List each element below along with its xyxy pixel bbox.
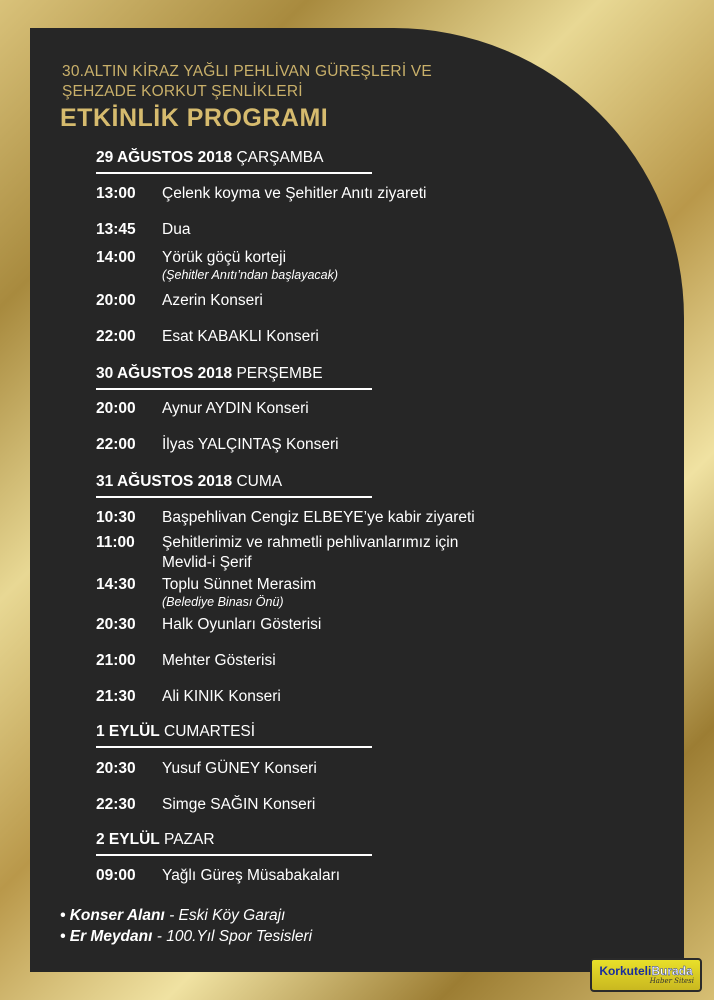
event-desc: Ali KINIK Konseri bbox=[162, 688, 281, 705]
event-time: 20:00 bbox=[96, 292, 136, 309]
subtitle-line-2: ŞEHZADE KORKUT ŞENLİKLERİ bbox=[62, 83, 303, 100]
event-time: 20:30 bbox=[96, 760, 136, 777]
page-title: ETKİNLİK PROGRAMI bbox=[60, 104, 329, 132]
event-time: 14:30 bbox=[96, 576, 136, 593]
event-desc: Yağlı Güreş Müsabakaları bbox=[162, 867, 341, 884]
logo-tagline: Haber Sitesi bbox=[649, 977, 694, 985]
event-desc: Toplu Sünnet Merasim bbox=[162, 576, 317, 593]
day-weekday: PAZAR bbox=[164, 831, 215, 848]
event-desc-group bbox=[162, 533, 642, 573]
day-header-5 bbox=[96, 830, 372, 856]
event-desc-line-2: Mevlid-i Şerif bbox=[162, 554, 252, 571]
day-date: 1 EYLÜL bbox=[96, 723, 160, 740]
event-time: 22:00 bbox=[96, 436, 136, 453]
event-desc: Mehter Gösterisi bbox=[162, 652, 276, 669]
event-time: 14:00 bbox=[96, 249, 136, 266]
event-time: 09:00 bbox=[96, 867, 136, 884]
event-desc: Azerin Konseri bbox=[162, 292, 263, 309]
event-time: 22:00 bbox=[96, 328, 136, 345]
day-weekday: CUMARTESİ bbox=[164, 723, 256, 740]
event-time: 10:30 bbox=[96, 509, 136, 526]
event-time: 20:00 bbox=[96, 400, 136, 417]
event-time: 13:00 bbox=[96, 185, 136, 202]
event-desc: Dua bbox=[162, 221, 191, 238]
day-date: 31 AĞUSTOS 2018 bbox=[96, 473, 233, 490]
event-desc: Şehitlerimiz ve rahmetli pehlivanlarımız için bbox=[162, 534, 459, 551]
event-desc: Başpehlivan Cengiz ELBEYE’ye kabir ziyareti bbox=[162, 509, 475, 526]
subtitle-line-1: 30.ALTIN KİRAZ YAĞLI PEHLİVAN GÜREŞLERİ VE bbox=[62, 63, 432, 80]
event-time: 13:45 bbox=[96, 221, 136, 238]
event-note: (Belediye Binası Önü) bbox=[162, 595, 284, 609]
day-date: 29 AĞUSTOS 2018 bbox=[96, 149, 233, 166]
event-time: 21:30 bbox=[96, 688, 136, 705]
day-date: 30 AĞUSTOS 2018 bbox=[96, 365, 233, 382]
day-header-2 bbox=[96, 364, 372, 390]
day-weekday: ÇARŞAMBA bbox=[236, 149, 324, 166]
event-desc-group bbox=[162, 248, 642, 282]
venue-label: • Er Meydanı bbox=[60, 928, 153, 945]
event-desc: İlyas YALÇINTAŞ Konseri bbox=[162, 436, 339, 453]
day-header-3 bbox=[96, 472, 372, 498]
event-subtitle bbox=[62, 62, 582, 102]
day-weekday: CUMA bbox=[236, 473, 283, 490]
venue-wrestling-field bbox=[60, 927, 312, 947]
event-desc: Yusuf GÜNEY Konseri bbox=[162, 760, 317, 777]
day-weekday: PERŞEMBE bbox=[236, 365, 323, 382]
logo-part-1: Korkuteli bbox=[599, 964, 652, 978]
event-time: 22:30 bbox=[96, 796, 136, 813]
event-time: 11:00 bbox=[96, 534, 135, 551]
logo-text bbox=[599, 965, 692, 977]
venue-label: • Konser Alanı bbox=[60, 907, 165, 924]
day-header-1 bbox=[96, 148, 372, 174]
event-desc: Halk Oyunları Gösterisi bbox=[162, 616, 322, 633]
event-desc: Aynur AYDIN Konseri bbox=[162, 400, 309, 417]
event-desc: Esat KABAKLI Konseri bbox=[162, 328, 319, 345]
venue-place: - 100.Yıl Spor Tesisleri bbox=[152, 928, 313, 945]
korkuteli-burada-logo bbox=[590, 958, 702, 992]
event-time: 21:00 bbox=[96, 652, 136, 669]
event-desc: Çelenk koyma ve Şehitler Anıtı ziyareti bbox=[162, 185, 427, 202]
event-desc: Yörük göçü korteji bbox=[162, 249, 287, 266]
event-desc-group bbox=[162, 575, 642, 609]
day-header-4 bbox=[96, 722, 372, 748]
event-desc: Simge SAĞIN Konseri bbox=[162, 796, 316, 813]
venue-place: - Eski Köy Garajı bbox=[164, 907, 286, 924]
event-note: (Şehitler Anıtı’ndan başlayacak) bbox=[162, 268, 339, 282]
event-time: 20:30 bbox=[96, 616, 136, 633]
logo-part-2: Burada bbox=[651, 964, 693, 978]
day-date: 2 EYLÜL bbox=[96, 831, 160, 848]
venue-concert-area bbox=[60, 906, 285, 926]
